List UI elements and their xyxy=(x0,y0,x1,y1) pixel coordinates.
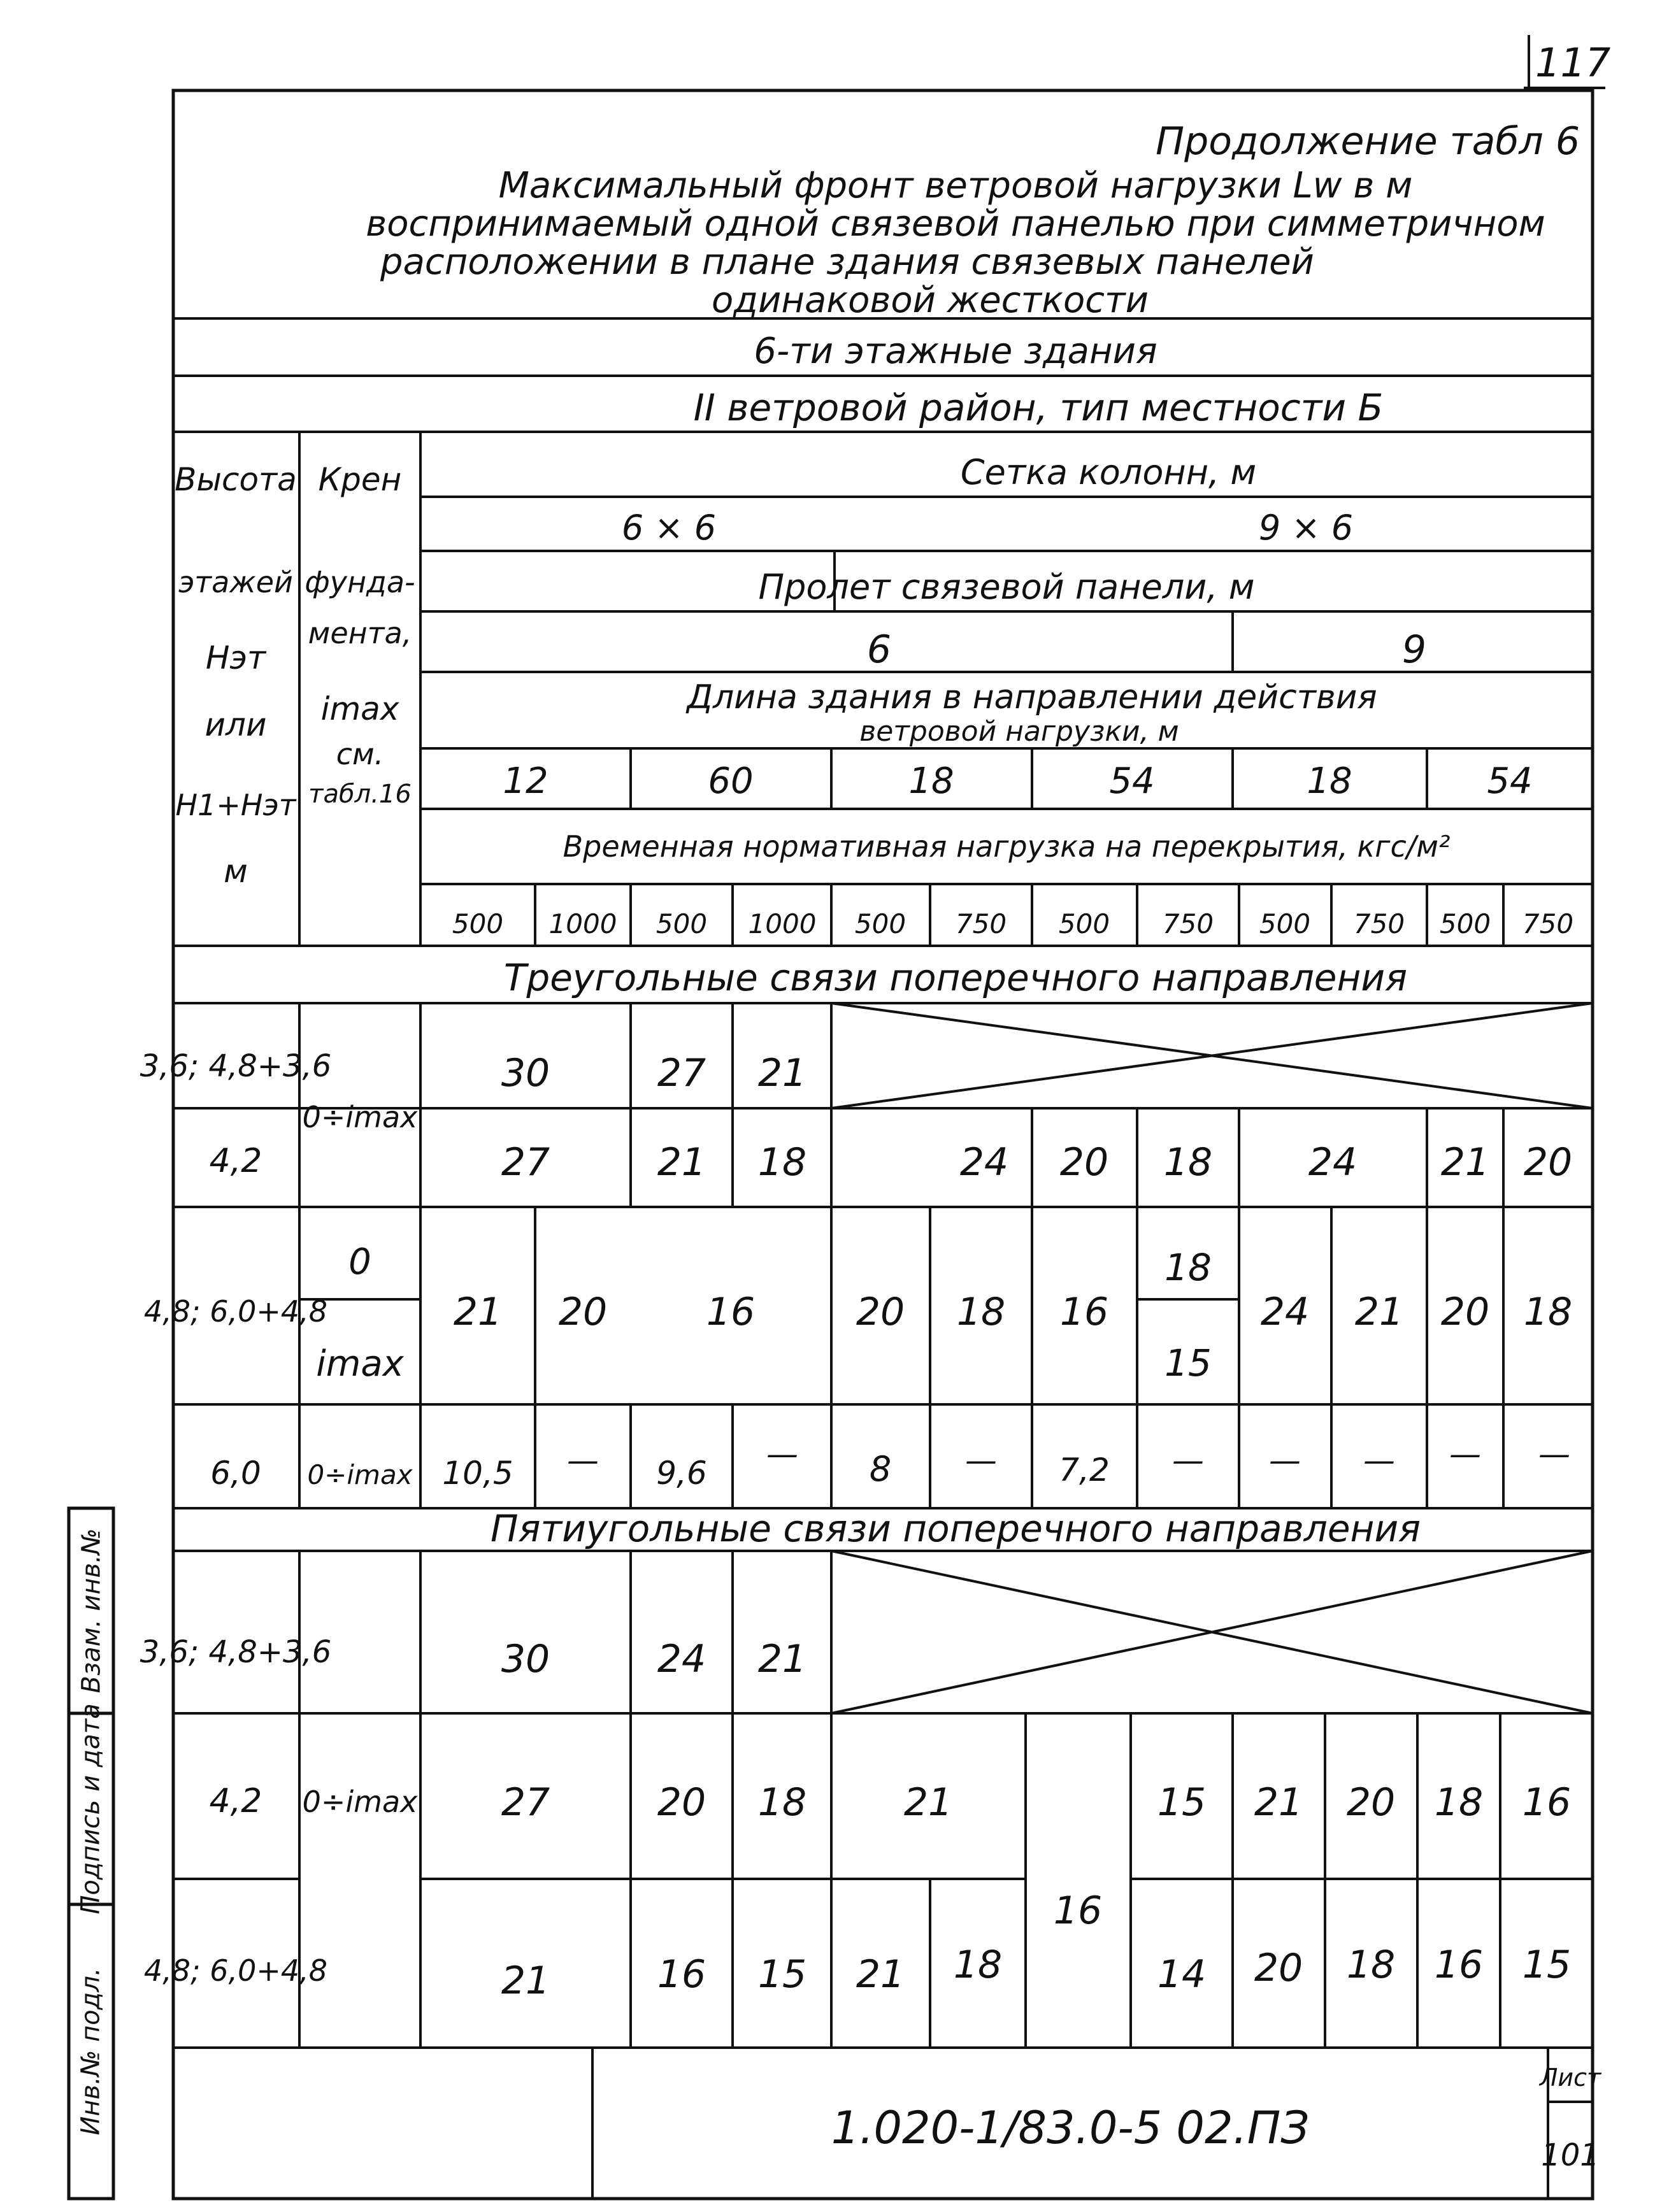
tilt-value: 0 xyxy=(348,1241,371,1283)
load-value: 750 xyxy=(1353,908,1405,939)
cell-value: 20 xyxy=(1059,1140,1109,1185)
tilt-value: 0÷imax xyxy=(307,1459,413,1490)
cell-value: 10,5 xyxy=(442,1455,513,1492)
sheet-number: 101 xyxy=(1541,2137,1600,2173)
span-label: Пролет связевой панели, м xyxy=(758,567,1255,607)
tilt-label-line: imax xyxy=(320,690,399,727)
height-label-line: м xyxy=(224,853,248,890)
height-value: 4,2 xyxy=(209,1782,262,1820)
load-value: 500 xyxy=(854,908,906,939)
cell-value: 18 xyxy=(757,1780,807,1825)
grid-6x6: 6 × 6 xyxy=(621,508,717,548)
length-value: 12 xyxy=(503,760,548,802)
section-title: Пятиугольные связи поперечного направления xyxy=(490,1507,1421,1550)
load-value: 500 xyxy=(1439,908,1491,939)
cell-value: — xyxy=(965,1442,997,1479)
height-value: 6,0 xyxy=(210,1455,261,1492)
cell-value: 30 xyxy=(501,1637,550,1681)
stamp-replacement-inventory: Взам. инв.№ xyxy=(76,1528,106,1694)
length-label-line: ветровой нагрузки, м xyxy=(859,715,1179,748)
height-value: 3,6; 4,8+3,6 xyxy=(140,1048,332,1084)
cell-value: 18 xyxy=(953,1943,1003,1987)
cell-value: 16 xyxy=(1434,1943,1484,1987)
column-headers xyxy=(175,452,1573,939)
building-type: 6-ти этажные здания xyxy=(754,331,1157,372)
height-label-line: Н1+Нэт xyxy=(175,788,296,822)
cell-value: 15 xyxy=(1522,1943,1572,1987)
cell-value: 24 xyxy=(959,1140,1009,1185)
cell-value: 27 xyxy=(501,1780,550,1825)
cell-value: 20 xyxy=(856,1290,905,1334)
cell-value: 30 xyxy=(501,1051,550,1095)
length-value: 60 xyxy=(708,760,754,802)
cell-value: 15 xyxy=(1164,1341,1212,1385)
load-value: 500 xyxy=(1058,908,1110,939)
tilt-label-line: см. xyxy=(336,737,384,771)
length-value: 54 xyxy=(1487,760,1533,802)
sheet-label: Лист xyxy=(1539,2064,1601,2092)
cell-value: 16 xyxy=(706,1290,756,1334)
height-value: 4,8; 6,0+4,8 xyxy=(143,1953,328,1988)
cell-value: 20 xyxy=(1523,1140,1573,1185)
cell-value: 27 xyxy=(501,1140,550,1185)
cell-value: 21 xyxy=(501,1959,550,2003)
cell-value: 18 xyxy=(1163,1140,1213,1185)
cell-value: 21 xyxy=(856,1952,905,1997)
cell-value: 20 xyxy=(558,1290,608,1334)
tilt-value: 0÷imax xyxy=(302,1785,418,1819)
empty-cell-cross xyxy=(831,1003,1593,1713)
cell-value: 20 xyxy=(1346,1780,1396,1825)
section-pentagonal xyxy=(140,1507,1572,2003)
cell-value: 21 xyxy=(757,1637,807,1681)
cell-value: — xyxy=(1269,1442,1301,1479)
load-value: 1000 xyxy=(548,908,617,939)
cell-value: 18 xyxy=(1523,1290,1573,1334)
cell-value: 18 xyxy=(1346,1943,1396,1987)
tilt-label-line: мента, xyxy=(308,616,412,650)
cell-value: — xyxy=(1449,1436,1481,1473)
tilt-label-line: Крен xyxy=(318,461,402,498)
height-value: 4,2 xyxy=(209,1142,262,1180)
cell-value: 27 xyxy=(657,1051,706,1095)
load-value: 500 xyxy=(452,908,504,939)
tilt-value: 0÷imax xyxy=(302,1100,418,1134)
cell-value: 24 xyxy=(657,1637,706,1681)
cell-value: 21 xyxy=(453,1290,503,1334)
cell-value: 16 xyxy=(1059,1290,1109,1334)
cell-value: — xyxy=(1172,1442,1204,1479)
stamp-inventory-original: Инв.№ подл. xyxy=(76,1967,106,2136)
height-label-line: или xyxy=(204,706,267,743)
cell-value: 21 xyxy=(1440,1140,1490,1185)
cell-value: 7,2 xyxy=(1059,1452,1110,1488)
tilt-label-line: фунда- xyxy=(304,565,415,599)
load-value: 750 xyxy=(955,908,1007,939)
tilt-value: imax xyxy=(316,1343,404,1385)
document-code: 1.020-1/83.0-5 02.ПЗ xyxy=(831,2102,1310,2154)
height-label-line: этажей xyxy=(178,565,293,599)
length-label-line: Длина здания в направлении действия xyxy=(687,678,1377,717)
cell-value: 21 xyxy=(757,1051,807,1095)
table-title-line: воспринимаемый одной связевой панелью при симметричном xyxy=(366,203,1545,245)
page-number: 117 xyxy=(1535,39,1611,86)
section-title: Треугольные связи поперечного направления xyxy=(504,956,1407,999)
span-9: 9 xyxy=(1401,627,1427,672)
cell-value: — xyxy=(1363,1442,1395,1479)
load-value: 1000 xyxy=(748,908,817,939)
grid-9x6: 9 × 6 xyxy=(1258,508,1354,548)
load-value: 750 xyxy=(1162,908,1214,939)
load-value: 500 xyxy=(1259,908,1311,939)
cell-value: 16 xyxy=(1053,1888,1103,1933)
cell-value: 18 xyxy=(757,1140,807,1185)
cell-value: — xyxy=(1538,1436,1570,1473)
cell-value: 15 xyxy=(1157,1780,1207,1825)
cell-value: 20 xyxy=(657,1780,706,1825)
cell-value: 16 xyxy=(1522,1780,1572,1825)
cell-value: 20 xyxy=(1254,1946,1303,1990)
wind-region: II ветровой район, тип местности Б xyxy=(693,386,1384,429)
cell-value: 21 xyxy=(1354,1290,1404,1334)
cell-value: 14 xyxy=(1157,1952,1207,1997)
title-block xyxy=(831,2064,1602,2173)
cell-value: 8 xyxy=(869,1449,892,1489)
tilt-label-line: табл.16 xyxy=(308,780,412,809)
cell-value: 21 xyxy=(903,1780,953,1825)
cell-value: 18 xyxy=(1164,1246,1212,1289)
span-6: 6 xyxy=(866,627,892,672)
length-value: 18 xyxy=(1307,760,1352,802)
stamp-signature-date: Подпись и дата xyxy=(76,1703,106,1915)
grid-label: Сетка колонн, м xyxy=(960,452,1257,492)
table-title-line: расположении в плане здания связевых панелей xyxy=(380,241,1314,283)
cell-value: — xyxy=(567,1442,599,1479)
table-title-line: Максимальный фронт ветровой нагрузки Lw в м xyxy=(498,165,1413,206)
cell-value: 24 xyxy=(1308,1140,1358,1185)
cell-value: 15 xyxy=(757,1952,807,1997)
height-value: 3,6; 4,8+3,6 xyxy=(140,1634,332,1670)
height-label-line: Нэт xyxy=(205,639,266,676)
continuation-label: Продолжение табл 6 xyxy=(1156,119,1580,164)
cell-value: 21 xyxy=(1254,1780,1303,1825)
cell-value: — xyxy=(766,1436,798,1473)
cell-value: 21 xyxy=(657,1140,706,1185)
length-value: 54 xyxy=(1109,760,1155,802)
cell-value: 9,6 xyxy=(656,1455,707,1492)
cell-value: 18 xyxy=(1434,1780,1484,1825)
load-label: Временная нормативная нагрузка на перекрытия, кгс/м² xyxy=(562,829,1451,864)
cell-value: 20 xyxy=(1440,1290,1490,1334)
table-header xyxy=(366,119,1580,429)
table-title-line: одинаковой жесткости xyxy=(711,280,1149,321)
length-value: 18 xyxy=(908,760,954,802)
load-value: 500 xyxy=(656,908,708,939)
height-label-line: Высота xyxy=(175,461,297,498)
cell-value: 16 xyxy=(657,1952,706,1997)
cell-value: 18 xyxy=(956,1290,1006,1334)
cell-value: 24 xyxy=(1260,1290,1310,1334)
load-value: 750 xyxy=(1522,908,1574,939)
height-value: 4,8; 6,0+4,8 xyxy=(143,1294,328,1329)
